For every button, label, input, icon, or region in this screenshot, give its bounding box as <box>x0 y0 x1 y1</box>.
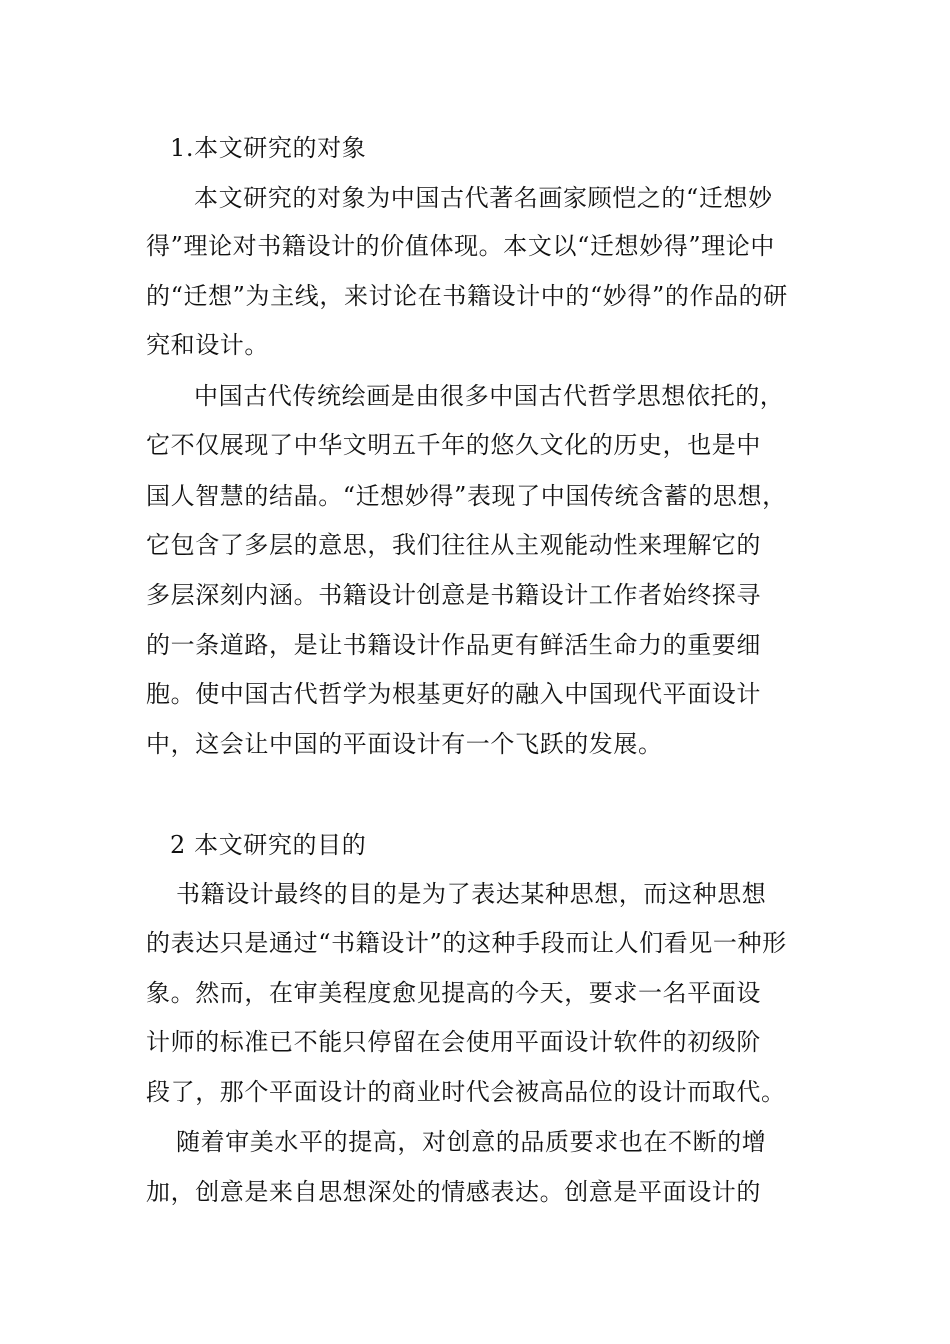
paragraph-line: 段了，那个平面设计的商业时代会被高品位的设计而取代。 <box>146 1078 786 1106</box>
paragraph-line: 本文研究的对象为中国古代著名画家顾恺之的“迁想妙 <box>194 184 773 212</box>
paragraph-line: 多层深刻内涵。书籍设计创意是书籍设计工作者始终探寻 <box>146 581 761 609</box>
paragraph-line: 它包含了多层的意思，我们往往从主观能动性来理解它的 <box>146 531 761 559</box>
paragraph-line: 的表达只是通过“书籍设计”的这种手段而让人们看见一种形 <box>146 929 787 957</box>
paragraph-line: 的一条道路，是让书籍设计作品更有鲜活生命力的重要细 <box>146 631 761 659</box>
paragraph-line: 胞。使中国古代哲学为根基更好的融入中国现代平面设计 <box>146 680 761 708</box>
paragraph-line: 书籍设计最终的目的是为了表达某种思想，而这种思想 <box>176 880 767 908</box>
paragraph-line: 计师的标准已不能只停留在会使用平面设计软件的初级阶 <box>146 1028 761 1056</box>
paragraph-line: 国人智慧的结晶。“迁想妙得”表现了中国传统含蓄的思想， <box>146 482 787 510</box>
paragraph-line: 得”理论对书籍设计的价值体现。本文以“迁想妙得”理论中 <box>146 232 776 260</box>
paragraph-line: 加，创意是来自思想深处的情感表达。创意是平面设计的 <box>146 1178 761 1206</box>
section-heading-2: 2 本文研究的目的 <box>170 831 367 859</box>
paragraph-line: 象。然而，在审美程度愈见提高的今天，要求一名平面设 <box>146 979 761 1007</box>
paragraph-line: 它不仅展现了中华文明五千年的悠久文化的历史，也是中 <box>146 431 761 459</box>
paragraph-line: 的“迁想”为主线，来讨论在书籍设计中的“妙得”的作品的研 <box>146 282 788 310</box>
section-heading-1: 1.本文研究的对象 <box>170 134 367 162</box>
paragraph-line: 中国古代传统绘画是由很多中国古代哲学思想依托的， <box>194 382 785 410</box>
paragraph-line: 随着审美水平的提高，对创意的品质要求也在不断的增 <box>176 1128 767 1156</box>
paragraph-line: 究和设计。 <box>146 331 269 359</box>
paragraph-line: 中，这会让中国的平面设计有一个飞跃的发展。 <box>146 730 663 758</box>
